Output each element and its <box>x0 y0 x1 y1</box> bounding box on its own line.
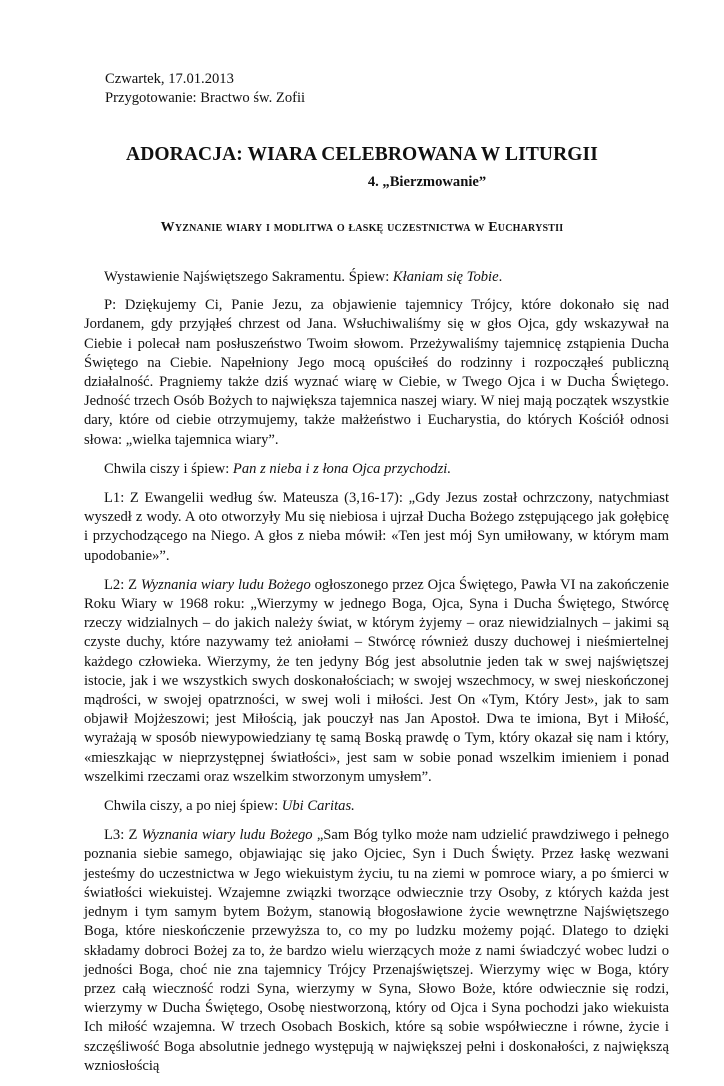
paragraph-silence-song <box>84 460 669 479</box>
source-title: Wyznania wiary ludu Bożego <box>140 576 311 593</box>
preparation-line: Przygotowanie: Bractwo św. Zofii <box>105 90 306 106</box>
paragraph-priest-prayer: P: Dziękujemy Ci, Panie Jezu, za objawienie tajemnicy Trójcy, które dokonało się nad Jordanem, gdy przyjąłeś chrzest od Jana. Wsłuchiwaliśmy się w głos Ojca, gdy wskazywał na Ciebie i polecał nam posłuszeństwo Twoim słowom. Przeżywaliśmy tajemnicę zstąpienia Ducha Świętego na Ciebie. Napełniony Jego mocą opuściłeś do rodzinny i rozpocząłeś publiczną działalność. Pragniemy także dziś wyznać wiarę w Ciebie, w Twego Ojca i w Ducha Świętego. Jedność trzech Osób Bożych to największa tajemnica naszej wiary. W niej mają początek wszystkie dary, które od ciebie otrzymujemy, także małżeństwo i Eucharystia, do których Kościół odnosi słowa: „wielka tajemnica wiary”. <box>84 297 669 448</box>
page-subtitle: 4. „Bierzmowanie” <box>367 174 487 190</box>
paragraph-reading-3 <box>84 826 669 1076</box>
paragraph-text: . <box>498 269 503 285</box>
paragraph-silence-song-2 <box>84 797 669 816</box>
section-heading: Wyznanie wiary i modlitwa o łaskę uczestnictwa w Eucharystii <box>160 220 564 235</box>
document-header <box>105 70 305 108</box>
song-title: Kłaniam się Tobie <box>392 269 499 285</box>
paragraph-text: ogłoszonego przez Ojca Świętego, Pawła VI na zakończenie Roku Wiary w 1968 roku: „Wierzymy w jednego Boga, Ojca, Syna i Ducha Świętego, Stwórcę rzeczy widzialnych – do jakich należy świat, w którym żyjemy – oraz niewidzialnych – jakimi są czyste duchy, które nazywamy też aniołami – Stwórcę również duszy duchowej i nieśmiertelnej każdego człowieka. Wierzymy, że ten jedyny Bóg jest absolutnie jeden tak w swej najświętszej istocie, jak i we wszystkich swych doskonałościach; w swojej wszechmocy, w swej nieskończonej mądrości, w swojej opatrzności, w swej woli i miłości. Jest On «Tym, Który Jest», jak to sam objawił Mojżeszowi; jest Miłością, jak pouczył nas Jan Apostoł. Dwa te imiona, Byt i Miłość, wyrażają w sposób niewypowiedziany tę samą Boską prawdę o Tym, który okazał się nam i który, «mieszkając w nieprzystępnej światłości», jest sam w sobie ponad wszelkim imieniem i ponad wszelkimi rzeczami oraz wszelkim stworzonym umysłem”. <box>84 576 669 785</box>
paragraph-text: Chwila ciszy i śpiew: <box>104 460 233 477</box>
page-title: ADORACJA: WIARA CELEBROWANA W LITURGII <box>126 144 598 165</box>
paragraph-exposition <box>84 268 669 287</box>
paragraph-text: Wystawienie Najświętszego Sakramentu. Śpiew: <box>104 269 393 285</box>
paragraph-reading-1: L1: Z Ewangelii według św. Mateusza (3,16-17): „Gdy Jezus został ochrzczony, natychmiast wyszedł z wody. A oto otworzyły Mu się niebiosa i ujrzał Ducha Bożego zstępującego jak gołębicę i przychodzącego na Niego. A głos z nieba mówił: «Ten jest mój Syn umiłowany, w którym mam upodobanie»”. <box>84 490 669 564</box>
song-title: Pan z nieba i z łona Ojca przychodzi. <box>232 460 451 477</box>
source-title: Wyznania wiary ludu Bożego <box>141 827 313 844</box>
song-title: Ubi Caritas. <box>281 798 355 815</box>
paragraph-text: Chwila ciszy, a po niej śpiew: <box>104 798 282 815</box>
paragraph-text: L2: Z <box>104 576 141 593</box>
date-line: Czwartek, 17.01.2013 <box>105 71 234 87</box>
paragraph-text: „Sam Bóg tylko może nam udzielić prawdziwego i pełnego poznania siebie samego, objawiając się jako Ojciec, Syn i Duch Święty. Przez łaskę wezwani jesteśmy do uczestnictwa w Jego wiekuistym życiu, tu na ziemi w pomroce wiary, a po śmierci w światłości wiekuistej. Wzajemne związki tworzące odwiecznie trzy Osoby, z których każda jest jednym i tym samym bytem Bożym, stanowią błogosławione życie wewnętrzne Najświętszego Boga, które nieskończenie przewyższa to, co my po ludzku możemy pojąć. Dlatego to dzięki składamy dobroci Bożej za to, że bardzo wielu wierzących może z nami świadczyć wobec ludzi o jedności Boga, choć nie zna tajemnicy Trójcy Przenajświętszej. Wierzymy więc w Boga, który przez całą wieczność rodzi Syna, wierzymy w Syna, Słowo Boże, które odwiecznie się rodzi, wierzymy w Ducha Świętego, Osobę niestworzoną, który od Ojca i Syna pochodzi jako wiekuista Ich miłość wzajemna. W trzech Osobach Boskich, które są sobie współwieczne i równe, życie i szczęśliwość Boga absolutnie jednego występują w największej pełni i doskonałości, z największą wzniosłością <box>84 827 670 1074</box>
paragraph-text: L3: Z <box>104 827 142 844</box>
document-body <box>84 268 669 1086</box>
paragraph-reading-2 <box>84 576 669 787</box>
